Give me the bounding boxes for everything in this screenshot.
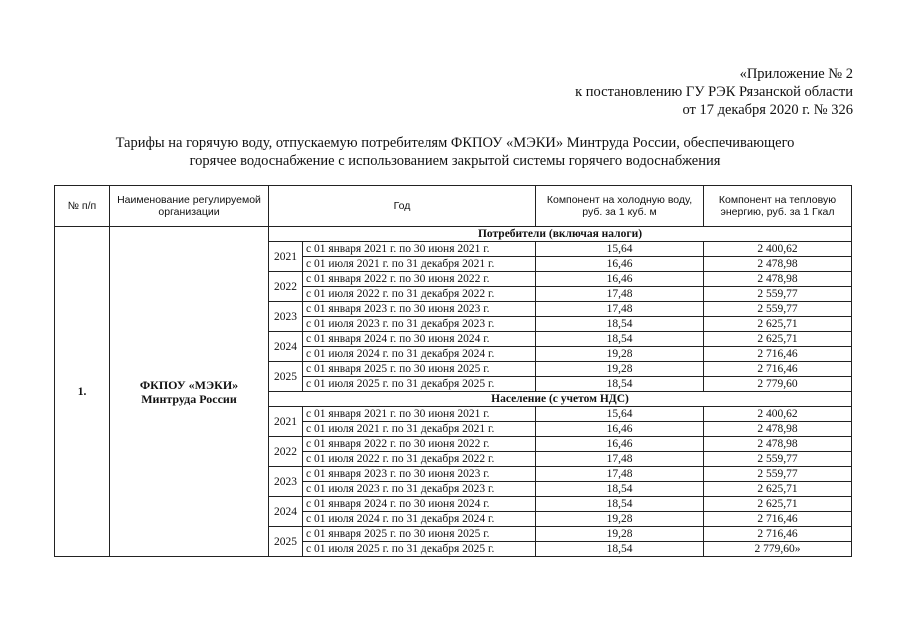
document-title-line-2: горячее водоснабжение с использованием закрытой системы горячего водоснабжения	[189, 153, 721, 169]
heat-energy-value: 2 559,77	[704, 467, 852, 482]
cold-water-value: 16,46	[536, 437, 704, 452]
year-cell: 2021	[269, 407, 303, 437]
appendix-header-line-2: к постановлению ГУ РЭК Рязанской области	[575, 84, 853, 100]
cold-water-value: 17,48	[536, 302, 704, 317]
heat-energy-value: 2 779,60	[704, 377, 852, 392]
heat-energy-value: 2 400,62	[704, 242, 852, 257]
heat-energy-value: 2 716,46	[704, 347, 852, 362]
cold-water-value: 18,54	[536, 482, 704, 497]
heat-energy-value: 2 625,71	[704, 497, 852, 512]
heat-energy-value: 2 559,77	[704, 452, 852, 467]
period-cell: с 01 января 2021 г. по 30 июня 2021 г.	[303, 242, 536, 257]
period-cell: с 01 июля 2024 г. по 31 декабря 2024 г.	[303, 347, 536, 362]
period-cell: с 01 июля 2021 г. по 31 декабря 2021 г.	[303, 422, 536, 437]
cold-water-value: 19,28	[536, 527, 704, 542]
period-cell: с 01 июля 2022 г. по 31 декабря 2022 г.	[303, 452, 536, 467]
year-cell: 2022	[269, 272, 303, 302]
cold-water-value: 18,54	[536, 497, 704, 512]
year-cell: 2023	[269, 467, 303, 497]
cold-water-value: 17,48	[536, 452, 704, 467]
period-cell: с 01 июля 2025 г. по 31 декабря 2025 г.	[303, 377, 536, 392]
year-cell: 2022	[269, 437, 303, 467]
cold-water-value: 15,64	[536, 407, 704, 422]
heat-energy-value: 2 400,62	[704, 407, 852, 422]
organization-name-line-2: Минтруда России	[141, 391, 237, 406]
cold-water-value: 18,54	[536, 377, 704, 392]
year-cell: 2021	[269, 242, 303, 272]
period-cell: с 01 июля 2024 г. по 31 декабря 2024 г.	[303, 512, 536, 527]
cold-water-value: 16,46	[536, 422, 704, 437]
tariff-table-body	[55, 227, 852, 557]
period-cell: с 01 января 2024 г. по 30 июня 2024 г.	[303, 497, 536, 512]
period-cell: с 01 января 2022 г. по 30 июня 2022 г.	[303, 437, 536, 452]
period-cell: с 01 июля 2023 г. по 31 декабря 2023 г.	[303, 482, 536, 497]
period-cell: с 01 января 2024 г. по 30 июня 2024 г.	[303, 332, 536, 347]
year-cell: 2024	[269, 332, 303, 362]
organization-name-line-1: ФКПОУ «МЭКИ»	[139, 377, 239, 392]
year-cell: 2025	[269, 362, 303, 392]
cold-water-value: 18,54	[536, 542, 704, 557]
cold-water-value: 18,54	[536, 332, 704, 347]
cold-water-value: 18,54	[536, 317, 704, 332]
column-header-number: № п/п	[55, 186, 110, 227]
document-title	[60, 134, 850, 170]
heat-energy-value: 2 716,46	[704, 527, 852, 542]
heat-energy-value: 2 559,77	[704, 287, 852, 302]
heat-energy-value: 2 716,46	[704, 512, 852, 527]
heat-energy-value: 2 559,77	[704, 302, 852, 317]
period-cell: с 01 января 2023 г. по 30 июня 2023 г.	[303, 302, 536, 317]
column-header-cold-water: Компонент на холодную воду, руб. за 1 куб. м	[536, 186, 704, 227]
year-cell: 2025	[269, 527, 303, 557]
appendix-header-line-1: «Приложение № 2	[739, 66, 853, 82]
period-cell: с 01 июля 2025 г. по 31 декабря 2025 г.	[303, 542, 536, 557]
period-cell: с 01 июля 2023 г. по 31 декабря 2023 г.	[303, 317, 536, 332]
year-cell: 2024	[269, 497, 303, 527]
period-cell: с 01 июля 2021 г. по 31 декабря 2021 г.	[303, 257, 536, 272]
period-cell: с 01 января 2021 г. по 30 июня 2021 г.	[303, 407, 536, 422]
table-header-row	[55, 186, 852, 227]
column-header-heat-energy: Компонент на тепловую энергию, руб. за 1 Гкал	[704, 186, 852, 227]
period-cell: с 01 января 2022 г. по 30 июня 2022 г.	[303, 272, 536, 287]
appendix-header-line-3: от 17 декабря 2020 г. № 326	[682, 102, 853, 118]
organization-name	[110, 227, 269, 557]
row-number: 1.	[55, 227, 110, 557]
heat-energy-value: 2 779,60»	[704, 542, 852, 557]
appendix-header	[575, 65, 853, 119]
cold-water-value: 16,46	[536, 257, 704, 272]
heat-energy-value: 2 478,98	[704, 437, 852, 452]
heat-energy-value: 2 625,71	[704, 482, 852, 497]
period-cell: с 01 января 2023 г. по 30 июня 2023 г.	[303, 467, 536, 482]
cold-water-value: 15,64	[536, 242, 704, 257]
cold-water-value: 19,28	[536, 362, 704, 377]
heat-energy-value: 2 625,71	[704, 317, 852, 332]
tariff-table	[54, 185, 852, 557]
section-row	[55, 227, 852, 242]
heat-energy-value: 2 625,71	[704, 332, 852, 347]
heat-energy-value: 2 478,98	[704, 272, 852, 287]
heat-energy-value: 2 478,98	[704, 257, 852, 272]
section-title: Потребители (включая налоги)	[269, 227, 852, 242]
column-header-year: Год	[269, 186, 536, 227]
heat-energy-value: 2 478,98	[704, 422, 852, 437]
period-cell: с 01 января 2025 г. по 30 июня 2025 г.	[303, 362, 536, 377]
cold-water-value: 17,48	[536, 287, 704, 302]
section-title: Население (с учетом НДС)	[269, 392, 852, 407]
cold-water-value: 19,28	[536, 347, 704, 362]
column-header-organization: Наименование регулируемой организации	[110, 186, 269, 227]
period-cell: с 01 января 2025 г. по 30 июня 2025 г.	[303, 527, 536, 542]
cold-water-value: 16,46	[536, 272, 704, 287]
period-cell: с 01 июля 2022 г. по 31 декабря 2022 г.	[303, 287, 536, 302]
document-title-line-1: Тарифы на горячую воду, отпускаемую потребителям ФКПОУ «МЭКИ» Минтруда России, обеспечивающего	[115, 135, 795, 151]
cold-water-value: 17,48	[536, 467, 704, 482]
cold-water-value: 19,28	[536, 512, 704, 527]
heat-energy-value: 2 716,46	[704, 362, 852, 377]
year-cell: 2023	[269, 302, 303, 332]
